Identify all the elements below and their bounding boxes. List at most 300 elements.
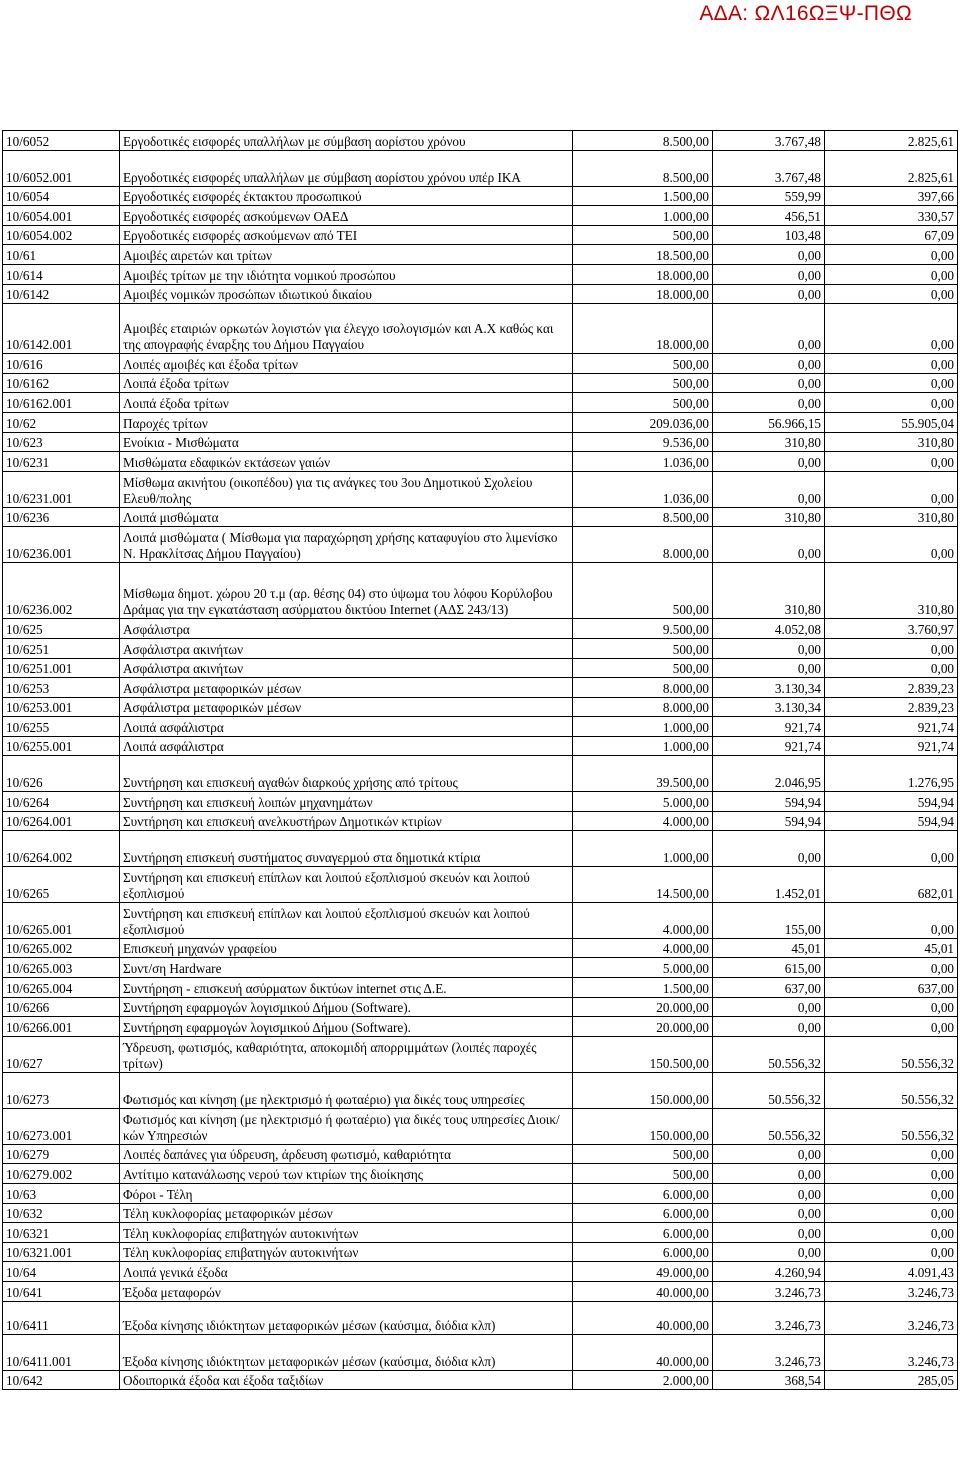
account-description: Συντήρηση εφαρμογών λογισμικού Δήμου (Software). (120, 997, 573, 1017)
amount-committed: 0,00 (713, 658, 825, 678)
account-code: 10/6255.001 (3, 736, 120, 756)
amount-budget: 1.500,00 (573, 978, 713, 998)
amount-budget: 9.536,00 (573, 432, 713, 452)
amount-committed: 310,80 (713, 563, 825, 619)
amount-budget: 1.500,00 (573, 186, 713, 206)
amount-paid: 45,01 (825, 938, 958, 958)
account-code: 10/6279.002 (3, 1164, 120, 1184)
amount-paid: 0,00 (825, 638, 958, 658)
table-row (3, 1223, 958, 1243)
account-description: Λοιπά ασφάλιστρα (120, 736, 573, 756)
amount-paid: 0,00 (825, 245, 958, 265)
amount-committed: 50.556,32 (713, 1072, 825, 1108)
account-description: Ενοίκια - Μισθώματα (120, 432, 573, 452)
amount-paid: 921,74 (825, 736, 958, 756)
account-code: 10/6142.001 (3, 304, 120, 354)
amount-paid: 682,01 (825, 866, 958, 902)
amount-budget: 8.500,00 (573, 150, 713, 186)
amount-budget: 6.000,00 (573, 1184, 713, 1204)
amount-budget: 6.000,00 (573, 1223, 713, 1243)
amount-committed: 0,00 (713, 1203, 825, 1223)
table-row (3, 527, 958, 563)
account-code: 10/6411.001 (3, 1335, 120, 1371)
table-row (3, 678, 958, 698)
table-row (3, 284, 958, 304)
account-description: Εργοδοτικές εισφορές έκτακτου προσωπικού (120, 186, 573, 206)
account-code: 10/6265.002 (3, 938, 120, 958)
amount-paid: 310,80 (825, 507, 958, 527)
table-row (3, 507, 958, 527)
account-description: Μίσθωμα ακινήτου (οικοπέδου) για τις ανάγκες του 3ου Δημοτικού Σχολείου Ελευθ/πολης (120, 471, 573, 507)
amount-paid: 0,00 (825, 304, 958, 354)
account-code: 10/6321.001 (3, 1242, 120, 1262)
account-description: Ασφάλιστρα ακινήτων (120, 638, 573, 658)
amount-paid: 0,00 (825, 902, 958, 938)
amount-paid: 50.556,32 (825, 1072, 958, 1108)
amount-budget: 20.000,00 (573, 997, 713, 1017)
account-description: Συντήρηση - επισκευή ασύρματων δικτύων internet στις Δ.Ε. (120, 978, 573, 998)
amount-paid: 55.905,04 (825, 412, 958, 432)
amount-committed: 3.246,73 (713, 1281, 825, 1301)
amount-paid: 2.839,23 (825, 697, 958, 717)
table-row (3, 811, 958, 831)
amount-paid: 921,74 (825, 717, 958, 737)
account-description: Συντ/ση Hardware (120, 958, 573, 978)
account-code: 10/6266.001 (3, 1017, 120, 1037)
table-row (3, 1164, 958, 1184)
account-code: 10/623 (3, 432, 120, 452)
table-row (3, 792, 958, 812)
amount-budget: 500,00 (573, 373, 713, 393)
table-row (3, 150, 958, 186)
table-row (3, 432, 958, 452)
amount-budget: 18.000,00 (573, 304, 713, 354)
amount-committed: 56.966,15 (713, 412, 825, 432)
amount-budget: 1.000,00 (573, 831, 713, 867)
table-row (3, 264, 958, 284)
account-code: 10/6253.001 (3, 697, 120, 717)
amount-paid: 0,00 (825, 284, 958, 304)
account-code: 10/6231.001 (3, 471, 120, 507)
amount-budget: 500,00 (573, 638, 713, 658)
account-code: 10/6279 (3, 1144, 120, 1164)
amount-committed: 4.260,94 (713, 1262, 825, 1282)
account-description: Τέλη κυκλοφορίας επιβατηγών αυτοκινήτων (120, 1242, 573, 1262)
amount-paid: 2.825,61 (825, 131, 958, 151)
account-code: 10/6273.001 (3, 1108, 120, 1144)
amount-committed: 0,00 (713, 304, 825, 354)
amount-paid: 0,00 (825, 471, 958, 507)
amount-budget: 40.000,00 (573, 1335, 713, 1371)
account-code: 10/6264 (3, 792, 120, 812)
account-code: 10/6052 (3, 131, 120, 151)
table-row (3, 1108, 958, 1144)
account-description: Φωτισμός και κίνηση (με ηλεκτρισμό ή φωταέριο) για δικές τους υπηρεσίες (120, 1072, 573, 1108)
amount-paid: 0,00 (825, 452, 958, 472)
account-code: 10/6411 (3, 1301, 120, 1335)
amount-committed: 310,80 (713, 507, 825, 527)
amount-paid: 2.825,61 (825, 150, 958, 186)
amount-paid: 0,00 (825, 527, 958, 563)
amount-budget: 9.500,00 (573, 619, 713, 639)
amount-budget: 500,00 (573, 1144, 713, 1164)
amount-committed: 0,00 (713, 997, 825, 1017)
amount-committed: 4.052,08 (713, 619, 825, 639)
amount-committed: 0,00 (713, 354, 825, 374)
amount-budget: 4.000,00 (573, 811, 713, 831)
account-description: Οδοιπορικά έξοδα και έξοδα ταξιδίων (120, 1370, 573, 1390)
amount-budget: 209.036,00 (573, 412, 713, 432)
account-description: Επισκευή μηχανών γραφείου (120, 938, 573, 958)
amount-paid: 0,00 (825, 1164, 958, 1184)
amount-budget: 150.000,00 (573, 1072, 713, 1108)
amount-budget: 8.000,00 (573, 697, 713, 717)
table-row (3, 304, 958, 354)
table-row (3, 866, 958, 902)
account-description: Τέλη κυκλοφορίας επιβατηγών αυτοκινήτων (120, 1223, 573, 1243)
account-code: 10/6231 (3, 452, 120, 472)
amount-paid: 310,80 (825, 563, 958, 619)
amount-committed: 921,74 (713, 717, 825, 737)
account-code: 10/6054 (3, 186, 120, 206)
amount-budget: 1.036,00 (573, 471, 713, 507)
amount-committed: 0,00 (713, 1144, 825, 1164)
amount-budget: 5.000,00 (573, 958, 713, 978)
amount-committed: 3.767,48 (713, 131, 825, 151)
amount-committed: 0,00 (713, 1184, 825, 1204)
account-code: 10/6266 (3, 997, 120, 1017)
amount-committed: 1.452,01 (713, 866, 825, 902)
table-row (3, 1370, 958, 1390)
amount-committed: 0,00 (713, 373, 825, 393)
account-code: 10/64 (3, 1262, 120, 1282)
amount-committed: 103,48 (713, 225, 825, 245)
account-code: 10/63 (3, 1184, 120, 1204)
account-description: Αμοιβές εταιριών ορκωτών λογιστών για έλεγχο ισολογισμών και Α.Χ καθώς και της απογραφής έναρξης του Δήμου Παγγαίου (120, 304, 573, 354)
amount-paid: 67,09 (825, 225, 958, 245)
table-row (3, 638, 958, 658)
amount-budget: 500,00 (573, 354, 713, 374)
table-row (3, 938, 958, 958)
amount-paid: 0,00 (825, 997, 958, 1017)
account-code: 10/6236.002 (3, 563, 120, 619)
account-code: 10/6054.001 (3, 206, 120, 226)
account-code: 10/614 (3, 264, 120, 284)
amount-budget: 20.000,00 (573, 1017, 713, 1037)
amount-budget: 150.500,00 (573, 1036, 713, 1072)
amount-budget: 5.000,00 (573, 792, 713, 812)
account-description: Ασφάλιστρα (120, 619, 573, 639)
account-description: Συντήρηση και επισκευή επίπλων και λοιπού εξοπλισμού σκευών και λοιπού εξοπλισμού (120, 866, 573, 902)
table-row (3, 225, 958, 245)
account-code: 10/6162.001 (3, 393, 120, 413)
amount-committed: 594,94 (713, 811, 825, 831)
table-row (3, 1144, 958, 1164)
amount-paid: 3.246,73 (825, 1281, 958, 1301)
account-code: 10/6321 (3, 1223, 120, 1243)
account-code: 10/6162 (3, 373, 120, 393)
amount-committed: 368,54 (713, 1370, 825, 1390)
account-description: Μίσθωμα δημοτ. χώρου 20 τ.μ (αρ. θέσης 04) στο ύψωμα του λόφου Κορύλοβου Δράμας για την εγκατάσταση ασύρματου δικτύου Internet (ΑΔΣ 243/13) (120, 563, 573, 619)
account-description: Έξοδα κίνησης ιδιόκτητων μεταφορικών μέσων (καύσιμα, διόδια κλπ) (120, 1301, 573, 1335)
amount-budget: 6.000,00 (573, 1203, 713, 1223)
amount-committed: 0,00 (713, 393, 825, 413)
amount-budget: 8.000,00 (573, 678, 713, 698)
account-description: Συντήρηση επισκευή συστήματος συναγερμού στα δημοτικά κτίρια (120, 831, 573, 867)
table-row (3, 393, 958, 413)
table-row (3, 1262, 958, 1282)
account-description: Λοιπά μισθώματα (120, 507, 573, 527)
amount-budget: 1.000,00 (573, 206, 713, 226)
amount-committed: 0,00 (713, 284, 825, 304)
amount-committed: 0,00 (713, 638, 825, 658)
amount-paid: 330,57 (825, 206, 958, 226)
table-row (3, 563, 958, 619)
amount-budget: 4.000,00 (573, 938, 713, 958)
account-description: Συντήρηση και επισκευή αγαθών διαρκούς χρήσης από τρίτους (120, 756, 573, 792)
table-row (3, 831, 958, 867)
amount-committed: 0,00 (713, 264, 825, 284)
amount-committed: 3.130,34 (713, 678, 825, 698)
amount-committed: 3.246,73 (713, 1301, 825, 1335)
amount-committed: 921,74 (713, 736, 825, 756)
account-description: Λοιπές δαπάνες για ύδρευση, άρδευση φωτισμό, καθαριότητα (120, 1144, 573, 1164)
budget-rows (3, 131, 958, 1390)
table-row (3, 619, 958, 639)
account-code: 10/6236 (3, 507, 120, 527)
table-row (3, 412, 958, 432)
table-row (3, 1301, 958, 1335)
account-description: Συντήρηση και επισκευή ανελκυστήρων Δημοτικών κτιρίων (120, 811, 573, 831)
account-code: 10/626 (3, 756, 120, 792)
account-description: Αντίτιμο κατανάλωσης νερού των κτιρίων της διοίκησης (120, 1164, 573, 1184)
amount-budget: 18.000,00 (573, 284, 713, 304)
amount-committed: 45,01 (713, 938, 825, 958)
amount-committed: 50.556,32 (713, 1036, 825, 1072)
amount-budget: 500,00 (573, 1164, 713, 1184)
table-row (3, 697, 958, 717)
table-row (3, 902, 958, 938)
table-row (3, 1184, 958, 1204)
table-row (3, 1017, 958, 1037)
account-code: 10/6142 (3, 284, 120, 304)
amount-paid: 0,00 (825, 958, 958, 978)
table-row (3, 1335, 958, 1371)
amount-paid: 3.246,73 (825, 1335, 958, 1371)
amount-paid: 0,00 (825, 1203, 958, 1223)
account-description: Λοιπά γενικά έξοδα (120, 1262, 573, 1282)
account-description: Μισθώματα εδαφικών εκτάσεων γαιών (120, 452, 573, 472)
amount-committed: 3.246,73 (713, 1335, 825, 1371)
amount-committed: 0,00 (713, 245, 825, 265)
table-row (3, 1242, 958, 1262)
account-description: Λοιπά έξοδα τρίτων (120, 393, 573, 413)
ada-code: ΑΔΑ: ΩΛ16ΩΞΨ-ΠΘΩ (699, 2, 912, 25)
amount-budget: 39.500,00 (573, 756, 713, 792)
table-row (3, 373, 958, 393)
amount-committed: 0,00 (713, 1164, 825, 1184)
account-code: 10/6253 (3, 678, 120, 698)
amount-committed: 155,00 (713, 902, 825, 938)
table-row (3, 1072, 958, 1108)
account-description: Φόροι - Τέλη (120, 1184, 573, 1204)
amount-committed: 559,99 (713, 186, 825, 206)
amount-committed: 310,80 (713, 432, 825, 452)
account-code: 10/6255 (3, 717, 120, 737)
account-description: Έξοδα κίνησης ιδιόκτητων μεταφορικών μέσων (καύσιμα, διόδια κλπ) (120, 1335, 573, 1371)
amount-paid: 3.760,97 (825, 619, 958, 639)
amount-paid: 4.091,43 (825, 1262, 958, 1282)
amount-budget: 150.000,00 (573, 1108, 713, 1144)
account-description: Αμοιβές τρίτων με την ιδιότητα νομικού προσώπου (120, 264, 573, 284)
amount-budget: 18.500,00 (573, 245, 713, 265)
account-description: Παροχές τρίτων (120, 412, 573, 432)
table-row (3, 354, 958, 374)
account-description: Συντήρηση και επισκευή επίπλων και λοιπού εξοπλισμού σκευών και λοιπού εξοπλισμού (120, 902, 573, 938)
account-code: 10/6054.002 (3, 225, 120, 245)
table-row (3, 1281, 958, 1301)
table-row (3, 1203, 958, 1223)
amount-committed: 594,94 (713, 792, 825, 812)
amount-committed: 0,00 (713, 527, 825, 563)
amount-paid: 637,00 (825, 978, 958, 998)
amount-committed: 0,00 (713, 1017, 825, 1037)
account-code: 10/6251 (3, 638, 120, 658)
account-description: Έξοδα μεταφορών (120, 1281, 573, 1301)
amount-paid: 50.556,32 (825, 1108, 958, 1144)
amount-paid: 0,00 (825, 1017, 958, 1037)
amount-budget: 500,00 (573, 658, 713, 678)
amount-committed: 456,51 (713, 206, 825, 226)
account-code: 10/6265.003 (3, 958, 120, 978)
amount-budget: 1.000,00 (573, 717, 713, 737)
amount-paid: 0,00 (825, 658, 958, 678)
account-description: Λοιπά μισθώματα ( Μίσθωμα για παραχώρηση χρήσης καταφυγίου στο λιμενίσκο Ν. Ηρακλίτσας Δήμου Παγγαίου) (120, 527, 573, 563)
amount-paid: 285,05 (825, 1370, 958, 1390)
amount-paid: 397,66 (825, 186, 958, 206)
budget-table (2, 130, 958, 1390)
account-description: Αμοιβές νομικών προσώπων ιδιωτικού δικαίου (120, 284, 573, 304)
amount-paid: 0,00 (825, 393, 958, 413)
amount-budget: 8.500,00 (573, 131, 713, 151)
account-description: Συντήρηση και επισκευή λοιπών μηχανημάτων (120, 792, 573, 812)
account-description: Ασφάλιστρα ακινήτων (120, 658, 573, 678)
account-description: Εργοδοτικές εισφορές υπαλλήλων με σύμβαση αορίστου χρόνου υπέρ ΙΚΑ (120, 150, 573, 186)
amount-committed: 3.130,34 (713, 697, 825, 717)
account-code: 10/6264.002 (3, 831, 120, 867)
account-code: 10/6236.001 (3, 527, 120, 563)
account-code: 10/6264.001 (3, 811, 120, 831)
account-code: 10/641 (3, 1281, 120, 1301)
amount-committed: 2.046,95 (713, 756, 825, 792)
amount-paid: 310,80 (825, 432, 958, 452)
table-row (3, 186, 958, 206)
table-row (3, 1036, 958, 1072)
amount-committed: 0,00 (713, 1242, 825, 1262)
amount-paid: 0,00 (825, 264, 958, 284)
account-description: Εργοδοτικές εισφορές υπαλλήλων με σύμβαση αορίστου χρόνου (120, 131, 573, 151)
amount-committed: 50.556,32 (713, 1108, 825, 1144)
amount-budget: 6.000,00 (573, 1242, 713, 1262)
amount-budget: 8.000,00 (573, 527, 713, 563)
account-code: 10/6265 (3, 866, 120, 902)
amount-paid: 3.246,73 (825, 1301, 958, 1335)
amount-committed: 3.767,48 (713, 150, 825, 186)
amount-budget: 40.000,00 (573, 1281, 713, 1301)
table-row (3, 997, 958, 1017)
table-row (3, 206, 958, 226)
table-row (3, 471, 958, 507)
account-description: Ασφάλιστρα μεταφορικών μέσων (120, 678, 573, 698)
account-code: 10/6265.004 (3, 978, 120, 998)
account-code: 10/62 (3, 412, 120, 432)
amount-budget: 500,00 (573, 563, 713, 619)
amount-budget: 4.000,00 (573, 902, 713, 938)
table-row (3, 756, 958, 792)
account-code: 10/61 (3, 245, 120, 265)
account-description: Εργοδοτικές εισφορές ασκούμενων από ΤΕΙ (120, 225, 573, 245)
account-description: Φωτισμός και κίνηση (με ηλεκτρισμό ή φωταέριο) για δικές τους υπηρεσίες Διοικ/κών Υπηρεσιών (120, 1108, 573, 1144)
amount-budget: 40.000,00 (573, 1301, 713, 1335)
table-row (3, 658, 958, 678)
amount-budget: 1.000,00 (573, 736, 713, 756)
amount-paid: 0,00 (825, 1223, 958, 1243)
amount-paid: 50.556,32 (825, 1036, 958, 1072)
account-code: 10/632 (3, 1203, 120, 1223)
amount-paid: 0,00 (825, 354, 958, 374)
account-description: Τέλη κυκλοφορίας μεταφορικών μέσων (120, 1203, 573, 1223)
account-description: Αμοιβές αιρετών και τρίτων (120, 245, 573, 265)
amount-budget: 14.500,00 (573, 866, 713, 902)
table-row (3, 452, 958, 472)
amount-committed: 0,00 (713, 831, 825, 867)
amount-budget: 500,00 (573, 225, 713, 245)
table-row (3, 717, 958, 737)
account-description: Ασφάλιστρα μεταφορικών μέσων (120, 697, 573, 717)
amount-paid: 1.276,95 (825, 756, 958, 792)
account-code: 10/6251.001 (3, 658, 120, 678)
amount-paid: 0,00 (825, 1184, 958, 1204)
table-row (3, 958, 958, 978)
amount-budget: 1.036,00 (573, 452, 713, 472)
table-row (3, 736, 958, 756)
account-description: Συντήρηση εφαρμογών λογισμικού Δήμου (Software). (120, 1017, 573, 1037)
amount-budget: 49.000,00 (573, 1262, 713, 1282)
account-code: 10/627 (3, 1036, 120, 1072)
account-code: 10/642 (3, 1370, 120, 1390)
amount-committed: 0,00 (713, 1223, 825, 1243)
account-code: 10/625 (3, 619, 120, 639)
account-description: Εργοδοτικές εισφορές ασκούμενων ΟΑΕΔ (120, 206, 573, 226)
amount-committed: 637,00 (713, 978, 825, 998)
account-description: Λοιπά ασφάλιστρα (120, 717, 573, 737)
amount-committed: 0,00 (713, 452, 825, 472)
account-code: 10/6052.001 (3, 150, 120, 186)
amount-paid: 0,00 (825, 373, 958, 393)
amount-committed: 615,00 (713, 958, 825, 978)
amount-paid: 0,00 (825, 1242, 958, 1262)
amount-budget: 2.000,00 (573, 1370, 713, 1390)
amount-paid: 0,00 (825, 831, 958, 867)
amount-budget: 18.000,00 (573, 264, 713, 284)
amount-paid: 0,00 (825, 1144, 958, 1164)
account-description: Ύδρευση, φωτισμός, καθαριότητα, αποκομιδή απορριμμάτων (λοιπές παροχές τρίτων) (120, 1036, 573, 1072)
amount-paid: 2.839,23 (825, 678, 958, 698)
amount-paid: 594,94 (825, 811, 958, 831)
account-code: 10/6273 (3, 1072, 120, 1108)
table-row (3, 131, 958, 151)
amount-paid: 594,94 (825, 792, 958, 812)
